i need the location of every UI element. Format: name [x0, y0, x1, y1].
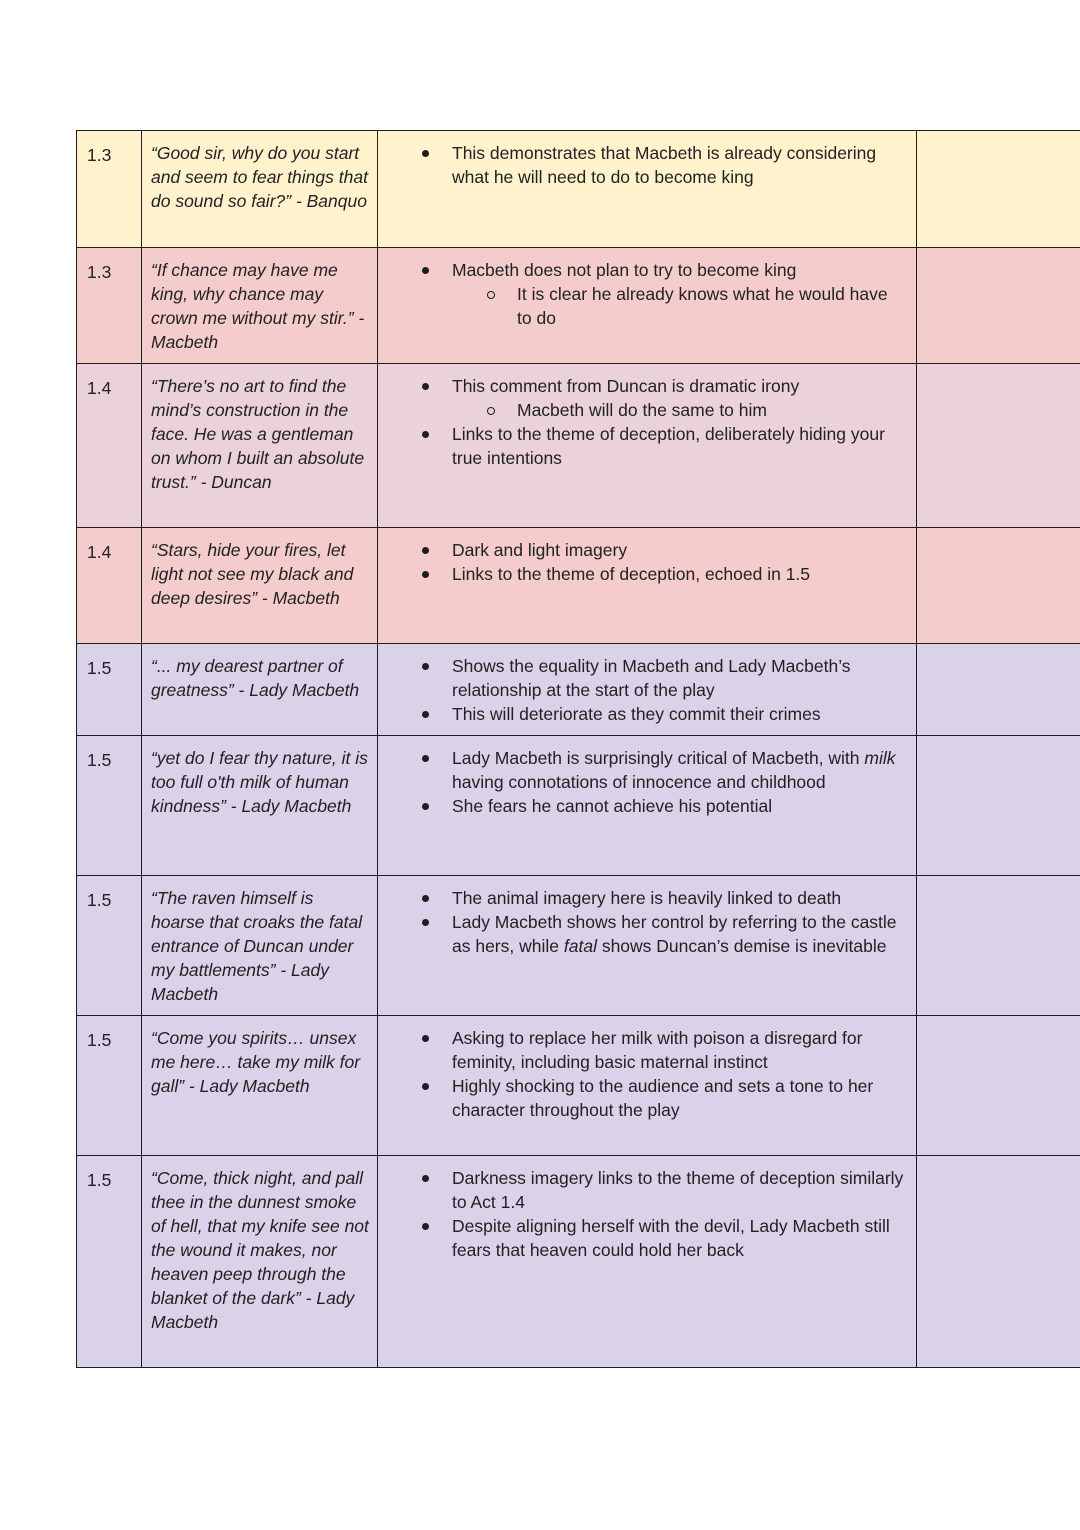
quote-text: “Come you spirits… unsex me here… take my milk for gall” - Lady Macbeth	[142, 1016, 378, 1156]
section-number: 1.5	[77, 876, 142, 1016]
table-row	[77, 131, 1080, 248]
section-number: 1.5	[77, 1156, 142, 1368]
bullet-text: Lady Macbeth shows her control by referring to the castle as hers, while	[452, 912, 897, 956]
empty-cell	[917, 644, 1080, 736]
analysis-notes	[378, 364, 917, 528]
table-row	[77, 736, 1080, 876]
quote-text: “There’s no art to find the mind’s construction in the face. He was a gentleman on whom I built an absolute trust.” - Duncan	[142, 364, 378, 528]
analysis-notes	[378, 876, 917, 1016]
analysis-notes	[378, 1016, 917, 1156]
section-number: 1.5	[77, 736, 142, 876]
quote-text: “If chance may have me king, why chance may crown me without my stir.” - Macbeth	[142, 248, 378, 364]
bullet-point: Shows the equality in Macbeth and Lady Macbeth’s relationship at the start of the play	[378, 654, 906, 702]
table-row	[77, 528, 1080, 644]
bullet-point	[378, 910, 906, 958]
empty-cell	[917, 1156, 1080, 1368]
section-number: 1.5	[77, 1016, 142, 1156]
bullet-point: Links to the theme of deception, echoed in 1.5	[378, 562, 906, 586]
bullet-point: Dark and light imagery	[378, 538, 906, 562]
empty-cell	[917, 1016, 1080, 1156]
bullet-point: Despite aligning herself with the devil, Lady Macbeth still fears that heaven could hold her back	[378, 1214, 906, 1262]
quote-text: “The raven himself is hoarse that croaks the fatal entrance of Duncan under my battlements” - Lady Macbeth	[142, 876, 378, 1016]
analysis-notes	[378, 248, 917, 364]
empty-cell	[917, 364, 1080, 528]
table-row	[77, 1016, 1080, 1156]
bullet-point	[378, 374, 906, 422]
bullet-point	[378, 746, 906, 794]
empty-cell	[917, 248, 1080, 364]
section-number: 1.3	[77, 248, 142, 364]
table-row	[77, 248, 1080, 364]
analysis-notes	[378, 736, 917, 876]
table-row	[77, 364, 1080, 528]
bullet-text: Lady Macbeth is surprisingly critical of Macbeth, with	[452, 748, 860, 768]
bullet-point: The animal imagery here is heavily linked to death	[378, 886, 906, 910]
sub-bullet-point: Macbeth will do the same to him	[452, 398, 906, 422]
bullet-point: This will deteriorate as they commit their crimes	[378, 702, 906, 726]
sub-bullet-point: It is clear he already knows what he would have to do	[452, 282, 906, 330]
empty-cell	[917, 876, 1080, 1016]
bullet-point: She fears he cannot achieve his potential	[378, 794, 906, 818]
table-row	[77, 876, 1080, 1016]
table-row	[77, 1156, 1080, 1368]
quote-text: “... my dearest partner of greatness” - Lady Macbeth	[142, 644, 378, 736]
quote-text: “Come, thick night, and pall thee in the dunnest smoke of hell, that my knife see not the wound it makes, nor heaven peep through the blanket of the dark” - Lady Macbeth	[142, 1156, 378, 1368]
section-number: 1.4	[77, 528, 142, 644]
table-row	[77, 644, 1080, 736]
empty-cell	[917, 131, 1080, 248]
quote-text: “yet do I fear thy nature, it is too full o'th milk of human kindness” - Lady Macbeth	[142, 736, 378, 876]
section-number: 1.4	[77, 364, 142, 528]
bullet-text: having connotations of innocence and childhood	[452, 772, 826, 792]
analysis-notes	[378, 644, 917, 736]
emphasis-word: fatal	[563, 936, 597, 956]
bullet-point: Links to the theme of deception, deliberately hiding your true intentions	[378, 422, 906, 470]
bullet-point: Asking to replace her milk with poison a disregard for feminity, including basic maternal instinct	[378, 1026, 906, 1074]
quote-analysis-table	[76, 130, 1080, 1368]
bullet-point	[378, 258, 906, 330]
bullet-text: Macbeth does not plan to try to become king	[452, 260, 797, 280]
bullet-text: shows Duncan’s demise is inevitable	[596, 936, 887, 956]
section-number: 1.5	[77, 644, 142, 736]
quote-text: “Stars, hide your fires, let light not see my black and deep desires” - Macbeth	[142, 528, 378, 644]
bullet-text: This comment from Duncan is dramatic irony	[452, 376, 800, 396]
quote-text: “Good sir, why do you start and seem to fear things that do sound so fair?” - Banquo	[142, 131, 378, 248]
bullet-point: Highly shocking to the audience and sets a tone to her character throughout the play	[378, 1074, 906, 1122]
empty-cell	[917, 736, 1080, 876]
analysis-notes	[378, 528, 917, 644]
bullet-point: This demonstrates that Macbeth is already considering what he will need to do to become king	[378, 141, 906, 189]
bullet-point: Darkness imagery links to the theme of deception similarly to Act 1.4	[378, 1166, 906, 1214]
emphasis-word: milk	[864, 748, 896, 768]
analysis-notes	[378, 1156, 917, 1368]
section-number: 1.3	[77, 131, 142, 248]
empty-cell	[917, 528, 1080, 644]
analysis-notes	[378, 131, 917, 248]
